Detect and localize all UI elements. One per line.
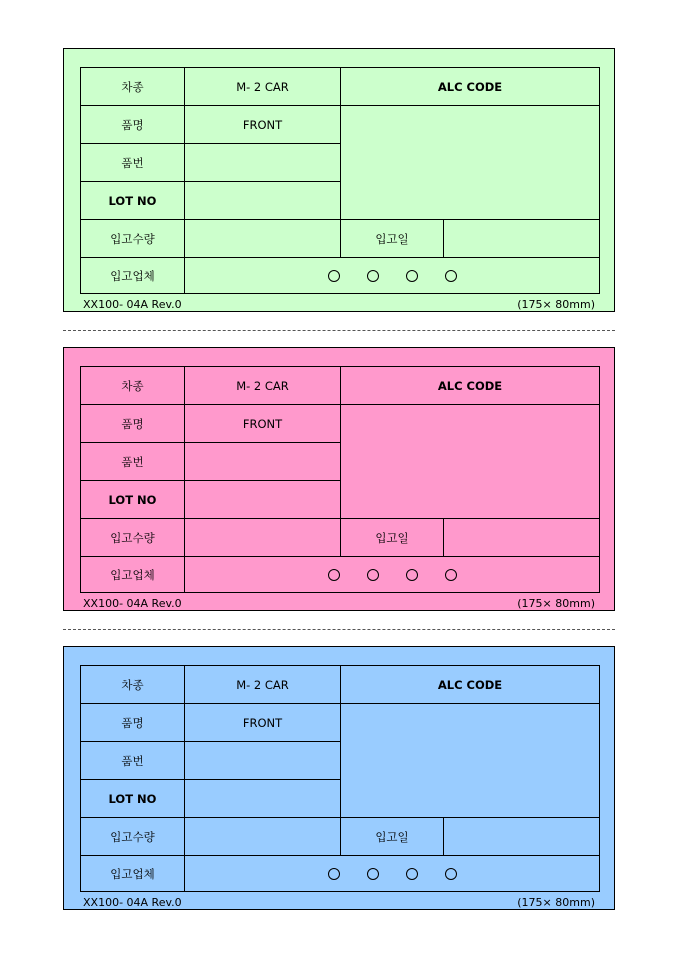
part-no-label: 품번 — [81, 443, 185, 481]
circle-icon — [445, 569, 457, 581]
circle-icon — [367, 270, 379, 282]
lot-no-label: LOT NO — [81, 780, 185, 818]
card-separator — [63, 330, 615, 331]
form-code: XX100- 04A Rev.0 — [83, 597, 182, 610]
circle-icon — [445, 270, 457, 282]
car-type-value: M- 2 CAR — [185, 666, 341, 704]
label-table — [80, 67, 600, 294]
form-code: XX100- 04A Rev.0 — [83, 896, 182, 909]
part-name-label: 품명 — [81, 405, 185, 443]
car-type-label: 차종 — [81, 68, 185, 106]
card-green — [63, 48, 615, 312]
part-name-label: 품명 — [81, 704, 185, 742]
supplier-label: 입고업체 — [81, 856, 185, 891]
circle-icon — [406, 270, 418, 282]
lot-no-value — [185, 780, 341, 818]
supplier-options — [185, 557, 599, 592]
date-label: 입고일 — [341, 818, 444, 856]
label-table — [80, 665, 600, 892]
form-code: XX100- 04A Rev.0 — [83, 298, 182, 311]
lot-no-label: LOT NO — [81, 182, 185, 220]
alc-code-box — [341, 704, 599, 818]
card-blue — [63, 646, 615, 910]
part-no-value — [185, 742, 341, 780]
alc-code-box — [341, 106, 599, 220]
circle-icon — [406, 569, 418, 581]
part-name-value: FRONT — [185, 106, 341, 144]
part-no-label: 품번 — [81, 144, 185, 182]
card-size: (175× 80mm) — [517, 597, 595, 610]
car-type-label: 차종 — [81, 367, 185, 405]
part-name-value: FRONT — [185, 405, 341, 443]
alc-code-box — [341, 405, 599, 519]
circle-icon — [367, 868, 379, 880]
date-label: 입고일 — [341, 220, 444, 258]
part-name-value: FRONT — [185, 704, 341, 742]
quantity-label: 입고수량 — [81, 519, 185, 557]
car-type-label: 차종 — [81, 666, 185, 704]
circle-icon — [445, 868, 457, 880]
label-table — [80, 366, 600, 593]
part-no-label: 품번 — [81, 742, 185, 780]
lot-no-value — [185, 481, 341, 519]
circle-icon — [328, 569, 340, 581]
supplier-label: 입고업체 — [81, 557, 185, 592]
date-label: 입고일 — [341, 519, 444, 557]
car-type-value: M- 2 CAR — [185, 367, 341, 405]
date-value — [444, 220, 599, 258]
part-no-value — [185, 144, 341, 182]
date-value — [444, 519, 599, 557]
alc-code-label: ALC CODE — [341, 68, 599, 106]
lot-no-value — [185, 182, 341, 220]
quantity-value — [185, 519, 341, 557]
card-size: (175× 80mm) — [517, 896, 595, 909]
card-separator — [63, 629, 615, 630]
supplier-options — [185, 856, 599, 891]
quantity-label: 입고수량 — [81, 220, 185, 258]
alc-code-label: ALC CODE — [341, 367, 599, 405]
card-size: (175× 80mm) — [517, 298, 595, 311]
lot-no-label: LOT NO — [81, 481, 185, 519]
quantity-value — [185, 220, 341, 258]
circle-icon — [328, 270, 340, 282]
part-no-value — [185, 443, 341, 481]
quantity-label: 입고수량 — [81, 818, 185, 856]
supplier-options — [185, 258, 599, 293]
circle-icon — [406, 868, 418, 880]
circle-icon — [328, 868, 340, 880]
card-pink — [63, 347, 615, 611]
circle-icon — [367, 569, 379, 581]
quantity-value — [185, 818, 341, 856]
car-type-value: M- 2 CAR — [185, 68, 341, 106]
part-name-label: 품명 — [81, 106, 185, 144]
alc-code-label: ALC CODE — [341, 666, 599, 704]
date-value — [444, 818, 599, 856]
supplier-label: 입고업체 — [81, 258, 185, 293]
